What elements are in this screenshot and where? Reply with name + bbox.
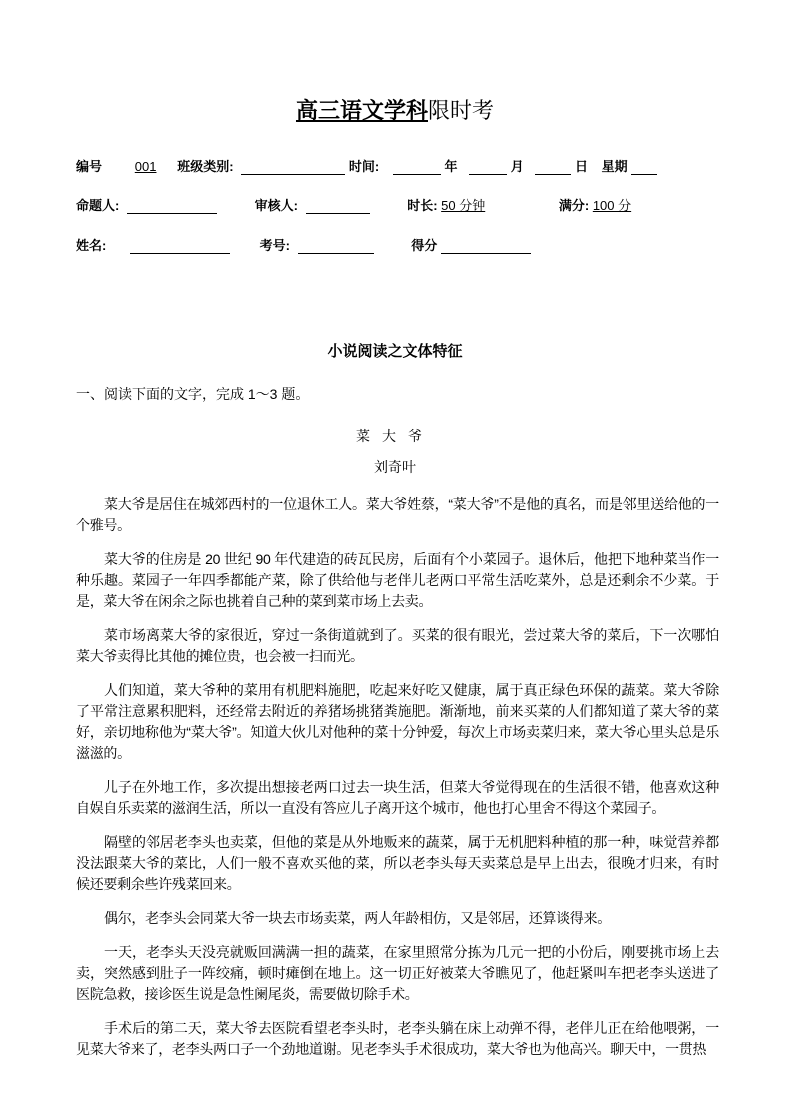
full-score-label: 满分:: [558, 198, 590, 213]
story-author: 刘奇叶: [374, 459, 416, 475]
exam-no-label: 考号:: [259, 238, 290, 253]
paragraph: 儿子在外地工作，多次提出想接老两口过去一块生活，但菜大爷觉得现在的生活很不错，他喜欢这种自娱自乐卖菜的滋润生活，所以一直没有答应儿子离开这个城市，他也打心里舍不得这个菜园子。: [76, 779, 719, 816]
author-label: 命题人:: [76, 198, 120, 213]
paragraph: 一天，老李头天没亮就贩回满满一担的蔬菜，在家里照常分拣为几元一把的小份后，刚要挑市场上去卖，突然感到肚子一阵绞痛，顿时瘫倒在地上。这一切正好被菜大爷瞧见了，他赶紧叫车把老李头送进了医院急救，接诊医生说是急性阑尾炎，需要做切除手术。: [76, 944, 719, 1002]
exam-no-blank[interactable]: [298, 239, 374, 254]
paragraph: 菜大爷的住房是 20 世纪 90 年代建造的砖瓦民房，后面有个小菜园子。退休后，他把下地种菜当作一种乐趣。菜园子一年四季都能产菜，除了供给他与老伴儿老两口平常生活吃菜外，总是还剩余不少菜。于是，菜大爷在闲余之际也挑着自己种的菜到菜市场上去卖。: [76, 551, 719, 609]
title-underlined: 高三语文学科: [295, 98, 428, 123]
name-blank[interactable]: [130, 239, 230, 254]
day-blank[interactable]: [535, 160, 571, 175]
header-row-1: [76, 156, 657, 175]
class-blank[interactable]: [241, 160, 345, 175]
story-body: [76, 494, 719, 1073]
paragraph: 隔壁的邻居老李头也卖菜，但他的菜是从外地贩来的蔬菜，属于无机肥料种植的那一种，味觉营养都没法跟菜大爷的菜比，人们一般不喜欢买他的菜，所以老李头每天卖菜总是早上出去，很晚才归来，有时候还要剩余些许残菜回来。: [76, 834, 719, 892]
day-label: 日: [574, 159, 588, 174]
title-rest: 限时考: [428, 98, 495, 123]
story-title: 菜大爷: [356, 428, 434, 444]
header-row-3: [76, 235, 531, 254]
score-blank[interactable]: [441, 239, 531, 254]
instruction: 一、阅读下面的文字，完成 1～3 题。: [76, 386, 310, 402]
class-label: 班级类别:: [177, 159, 234, 174]
time-label: 时间:: [348, 159, 380, 174]
name-label: 姓名:: [76, 238, 107, 253]
paragraph: 人们知道，菜大爷种的菜用有机肥料施肥，吃起来好吃又健康，属于真正绿色环保的蔬菜。菜大爷除了平常注意累积肥料，还经常去附近的养猪场挑猪粪施肥。渐渐地，前来买菜的人们都知道了菜大爷的菜好，亲切地称他为“菜大爷”。知道大伙儿对他种的菜十分钟爱，每次上市场卖菜归来，菜大爷心里头总是乐滋滋的。: [76, 682, 719, 761]
year-label: 年: [444, 159, 458, 174]
month-blank[interactable]: [469, 160, 507, 175]
number-label: 编号: [76, 159, 103, 174]
paragraph: 手术后的第二天，菜大爷去医院看望老李头时，老李头躺在床上动弹不得，老伴儿正在给他喂粥，一见菜大爷来了，老李头两口子一个劲地道谢。见老李头手术很成功，菜大爷也为他高兴。聊天中，一贯热: [76, 1020, 719, 1057]
reviewer-label: 审核人:: [254, 198, 298, 213]
number-value: 001: [134, 159, 157, 174]
score-label: 得分: [411, 238, 438, 253]
weekday-label: 星期: [601, 159, 628, 174]
month-label: 月: [510, 159, 524, 174]
paragraph: 偶尔，老李头会同菜大爷一块去市场卖菜，两人年龄相仿，又是邻居，还算谈得来。: [104, 910, 611, 926]
paragraph: 菜市场离菜大爷的家很近，穿过一条街道就到了。买菜的很有眼光，尝过菜大爷的菜后，下一次哪怕菜大爷卖得比其他的摊位贵，也会被一扫而光。: [76, 627, 719, 664]
full-score-value: 100 分: [592, 198, 632, 213]
author-blank[interactable]: [127, 199, 217, 214]
weekday-blank[interactable]: [631, 160, 657, 175]
duration-value: 50 分钟: [441, 198, 486, 213]
year-blank[interactable]: [393, 160, 441, 175]
paragraph: 菜大爷是居住在城郊西村的一位退休工人。菜大爷姓蔡，“菜大爷”不是他的真名，而是邻里送给他的一个雅号。: [76, 496, 719, 533]
duration-label: 时长:: [407, 198, 438, 213]
exam-title: [0, 94, 790, 125]
section-title: 小说阅读之文体特征: [327, 343, 463, 360]
reviewer-blank[interactable]: [306, 199, 370, 214]
header-row-2: [76, 195, 631, 214]
